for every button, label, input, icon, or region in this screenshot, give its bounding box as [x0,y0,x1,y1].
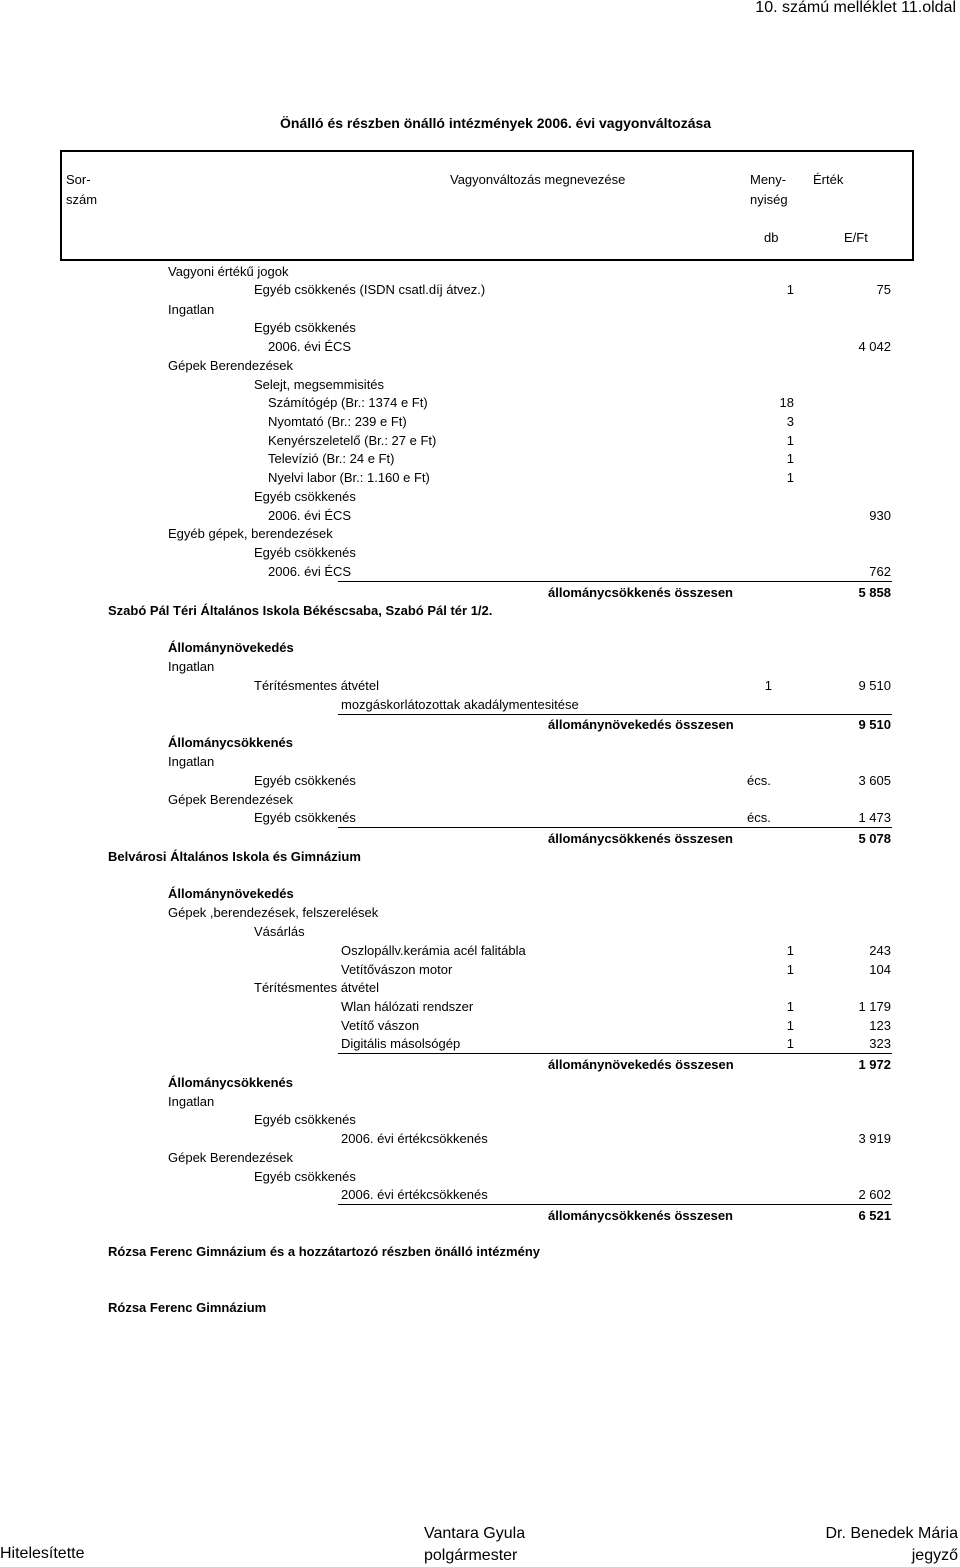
total-value: 6 521 [858,1208,891,1223]
header-col-value: Érték [813,172,844,187]
total-value: 5 858 [858,585,891,600]
row-qty: 3 [786,414,794,429]
school-name: Belvárosi Általános Iskola és Gimnázium [108,849,361,864]
header-col-sorszam-1: Sor- [66,172,91,187]
row-label: Ingatlan [168,1094,215,1109]
row-label: Selejt, megsemmisités [254,377,385,392]
row-value: 243 [869,943,891,958]
section-head: Állománynövekedés [168,640,294,655]
row-value: 3 919 [858,1131,891,1146]
section-head: Állománynövekedés [168,886,294,901]
certified-label: Hitelesítette [0,1545,85,1562]
total-rule [338,1204,892,1205]
row-value: 762 [869,564,891,579]
mayor-title: polgármester [424,1547,518,1564]
total-rule [338,827,892,828]
row-label: Ingatlan [168,659,215,674]
row-label: Kenyérszeletelő (Br.: 27 e Ft) [268,433,437,448]
row-label: Egyéb csökkenés [254,489,356,504]
header-col-qty-2: nyiség [750,192,788,207]
row-label: Egyéb csökkenés (ISDN csatl.díj átvez.) [254,282,486,297]
row-label: 2006. évi értékcsökkenés [341,1131,488,1146]
row-label: Gépek ,berendezések, felszerelések [168,905,379,920]
row-qty: 1 [786,1036,794,1051]
total-label: állománycsökkenés összesen [548,585,733,600]
row-label: Televízió (Br.: 24 e Ft) [268,451,395,466]
header-unit-value: E/Ft [844,230,868,245]
row-label: Számítógép (Br.: 1374 e Ft) [268,395,428,410]
row-qty: 1 [764,678,772,693]
total-value: 1 972 [858,1057,891,1072]
total-label: állománycsökkenés összesen [548,831,733,846]
row-label: Digitális másolsógép [341,1036,461,1051]
row-label: Ingatlan [168,302,215,317]
row-label: Nyelvi labor (Br.: 1.160 e Ft) [268,470,430,485]
total-rule [338,714,892,715]
row-qty: 1 [786,999,794,1014]
school-name: Szabó Pál Téri Általános Iskola Békéscsaba, Szabó Pál tér 1/2. [108,603,493,618]
section-head: Állománycsökkenés [168,1075,294,1090]
total-rule [338,1053,892,1054]
table-header [60,150,914,261]
row-value: 104 [869,962,891,977]
row-label: Egyéb csökkenés [254,320,356,335]
row-label: Egyéb csökkenés [254,1169,356,1184]
school-name: Rózsa Ferenc Gimnázium [108,1300,267,1315]
row-value: 323 [869,1036,891,1051]
total-value: 5 078 [858,831,891,846]
row-qty: 1 [786,433,794,448]
row-label: Nyomtató (Br.: 239 e Ft) [268,414,407,429]
row-qty: 1 [786,962,794,977]
row-label: mozgáskorlátozottak akadálymentesitése [341,697,579,712]
row-label: Gépek Berendezések [168,358,294,373]
row-label: 2006. évi értékcsökkenés [341,1187,488,1202]
row-label: Oszlopállv.kerámia acél falitábla [341,943,526,958]
row-label: Egyéb csökkenés [254,810,356,825]
row-qty: 1 [786,470,794,485]
total-label: állománynövekedés összesen [548,1057,734,1072]
row-label: Egyéb csökkenés [254,545,356,560]
header-col-name: Vagyonváltozás megnevezése [450,172,626,187]
row-label: Wlan hálózati rendszer [341,999,474,1014]
row-label: 2006. évi ÉCS [268,508,352,523]
row-label: Egyéb csökkenés [254,1112,356,1127]
row-label: Térítésmentes átvétel [254,980,379,995]
row-value: 3 605 [858,773,891,788]
row-label: Vásárlás [254,924,305,939]
row-label: Vagyoni értékű jogok [168,264,289,279]
row-label: 2006. évi ÉCS [268,339,352,354]
row-label: Gépek Berendezések [168,1150,294,1165]
total-label: állománynövekedés összesen [548,717,734,732]
row-value: 4 042 [858,339,891,354]
total-value: 9 510 [858,717,891,732]
row-qty: écs. [747,810,771,825]
row-value: 123 [869,1018,891,1033]
section-head: Állománycsökkenés [168,735,294,750]
notary-title: jegyző [911,1547,958,1564]
header-col-sorszam-2: szám [66,192,98,207]
header-col-qty-1: Meny- [750,172,787,187]
row-label: Gépek Berendezések [168,792,294,807]
row-label: Ingatlan [168,754,215,769]
total-label: állománycsökkenés összesen [548,1208,733,1223]
row-label: Térítésmentes átvétel [254,678,379,693]
row-value: 1 473 [858,810,891,825]
row-label: Vetítővászon motor [341,962,453,977]
row-value: 2 602 [858,1187,891,1202]
row-qty: écs. [747,773,771,788]
row-value: 9 510 [858,678,891,693]
school-name: Rózsa Ferenc Gimnázium és a hozzátartozó részben önálló intézmény [108,1244,540,1259]
page-header: 10. számú melléklet 11.oldal [755,0,956,16]
row-value: 1 179 [858,999,891,1014]
page-title: Önálló és részben önálló intézmények 2006. évi vagyonváltozása [280,115,712,131]
mayor-name: Vantara Gyula [424,1525,526,1542]
row-qty: 1 [786,451,794,466]
row-label: Egyéb gépek, berendezések [168,526,333,541]
row-qty: 1 [786,282,794,297]
row-qty: 18 [779,395,794,410]
total-rule [338,581,892,582]
row-value: 930 [869,508,891,523]
row-qty: 1 [786,1018,794,1033]
header-unit-qty: db [764,230,779,245]
notary-name: Dr. Benedek Mária [825,1525,958,1542]
row-label: Egyéb csökkenés [254,773,356,788]
row-label: 2006. évi ÉCS [268,564,352,579]
row-qty: 1 [786,943,794,958]
row-value: 75 [876,282,891,297]
row-label: Vetítő vászon [341,1018,420,1033]
